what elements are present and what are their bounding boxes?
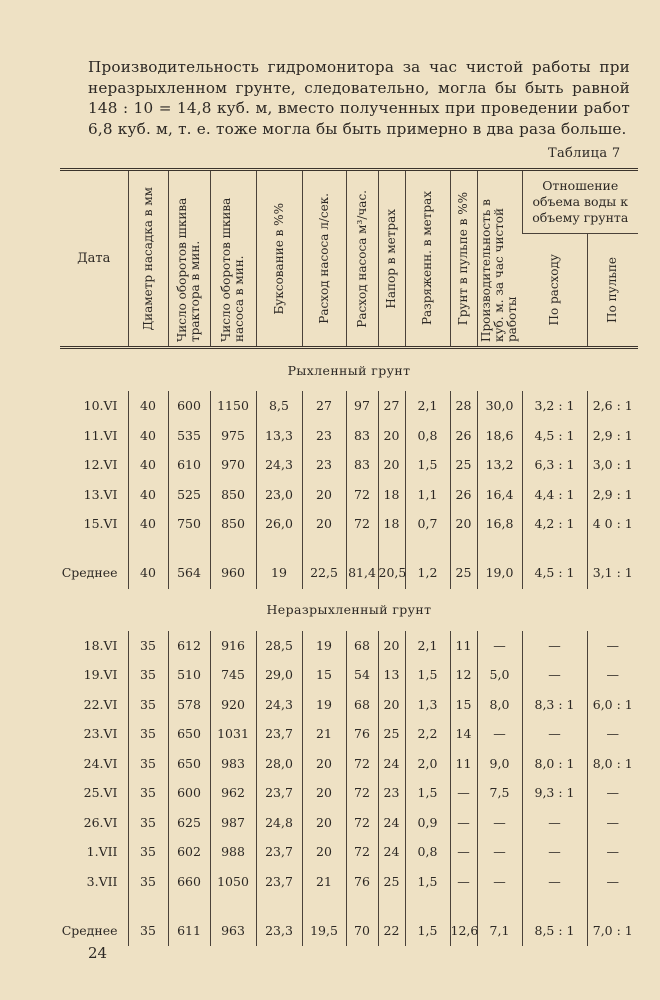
cell: 20 [378, 631, 405, 661]
cell: 611 [168, 914, 210, 946]
table-row [60, 867, 638, 897]
header-slip: Буксование в %% [271, 202, 286, 315]
cell: 20 [302, 837, 346, 867]
cell: 40 [128, 421, 168, 451]
table-row [60, 778, 638, 808]
header-tractor-rpm: Число оборотов шкива трактора в мин. [175, 197, 202, 342]
cell: 23,0 [256, 480, 302, 510]
cell: 660 [168, 867, 210, 897]
cell: 20,5 [378, 557, 405, 589]
cell: 4 0 : 1 [587, 509, 638, 539]
cell: 81,4 [346, 557, 378, 589]
cell: 7,5 [477, 778, 522, 808]
header-by-pulp: По пульпе [605, 257, 620, 323]
header-date: Дата [77, 251, 111, 266]
cell-date: 18.VI [83, 637, 118, 653]
header-cell [522, 234, 587, 348]
cell: — [450, 778, 477, 808]
cell: 30,0 [477, 391, 522, 421]
cell: 72 [346, 837, 378, 867]
cell-date: 25.VI [83, 785, 118, 801]
cell: 15 [450, 690, 477, 720]
cell: 70 [346, 914, 378, 946]
cell: 975 [210, 421, 256, 451]
body-paragraph: Производительность гидромонитора за час чистой работы при неразрыхленном грунте, следовательно, могла бы быть равной 148 : 10 = 14,8 куб. м, вместо полученных при проведении работ 6,8 куб. м, т. е. тоже могла бы быть примерно в два раза больше. [88, 58, 630, 138]
cell: 8,0 : 1 [522, 749, 587, 779]
table-body [60, 348, 638, 947]
cell: — [587, 837, 638, 867]
cell: 24 [378, 837, 405, 867]
cell: 6,0 : 1 [587, 690, 638, 720]
table-row [60, 450, 638, 480]
cell: 68 [346, 631, 378, 661]
cell: 745 [210, 660, 256, 690]
table-row [60, 631, 638, 661]
header-productivity: Производительность в куб. м. за час чистой работы [479, 199, 519, 342]
table-row [60, 391, 638, 421]
cell: 850 [210, 509, 256, 539]
cell-date: Среднее [61, 922, 118, 938]
cell: 23 [302, 421, 346, 451]
cell: 20 [302, 778, 346, 808]
header-soil-pulp: Грунт в пульпе в %% [456, 191, 470, 326]
cell: — [587, 867, 638, 897]
header-ratio-group: Отношение объема воды к объему грунта [522, 170, 638, 234]
cell: 20 [302, 749, 346, 779]
cell-date: 26.VI [83, 814, 118, 830]
cell: — [450, 867, 477, 897]
cell: 28,5 [256, 631, 302, 661]
cell: 987 [210, 808, 256, 838]
cell: 8,0 [477, 690, 522, 720]
cell: 40 [128, 480, 168, 510]
cell: 23 [302, 450, 346, 480]
cell: 9,0 [477, 749, 522, 779]
cell: 18 [378, 509, 405, 539]
cell: 21 [302, 867, 346, 897]
cell: — [587, 719, 638, 749]
cell: 40 [128, 391, 168, 421]
cell: 564 [168, 557, 210, 589]
header-head: Напор в метрах [384, 208, 398, 309]
cell: 0,8 [405, 421, 450, 451]
cell: 3,1 : 1 [587, 557, 638, 589]
cell: 2,0 [405, 749, 450, 779]
cell: — [522, 837, 587, 867]
cell: 1,5 [405, 778, 450, 808]
cell: 13,2 [477, 450, 522, 480]
cell: 15 [302, 660, 346, 690]
cell: 23 [378, 778, 405, 808]
cell: 19,0 [477, 557, 522, 589]
cell: 920 [210, 690, 256, 720]
cell: 24 [378, 749, 405, 779]
cell: 83 [346, 450, 378, 480]
cell: 6,3 : 1 [522, 450, 587, 480]
cell: 83 [346, 421, 378, 451]
cell: 23,3 [256, 914, 302, 946]
table-row [60, 509, 638, 539]
cell: — [477, 631, 522, 661]
cell: 850 [210, 480, 256, 510]
header-cell [346, 170, 378, 348]
cell-date: 13.VI [83, 486, 118, 502]
table-row [60, 719, 638, 749]
cell: 35 [128, 808, 168, 838]
cell: 4,5 : 1 [522, 421, 587, 451]
cell-date: 11.VI [83, 427, 118, 443]
cell: 25 [378, 867, 405, 897]
cell: 2,9 : 1 [587, 480, 638, 510]
header-flow-m3h: Расход насоса м³/час. [354, 189, 369, 328]
cell: 68 [346, 690, 378, 720]
cell: 35 [128, 778, 168, 808]
cell: 20 [302, 480, 346, 510]
cell: — [477, 808, 522, 838]
cell: — [477, 837, 522, 867]
cell: — [587, 660, 638, 690]
cell: 20 [378, 421, 405, 451]
cell: 0,7 [405, 509, 450, 539]
cell: 72 [346, 749, 378, 779]
table-row-average [60, 914, 638, 946]
cell: 916 [210, 631, 256, 661]
cell: 24,8 [256, 808, 302, 838]
cell: 14 [450, 719, 477, 749]
header-vacuum: Разряженн. в метрах [420, 191, 434, 326]
cell-date: Среднее [61, 565, 118, 580]
cell: 23,7 [256, 778, 302, 808]
cell: — [450, 808, 477, 838]
cell: 35 [128, 914, 168, 946]
cell: — [477, 719, 522, 749]
table-row [60, 808, 638, 838]
cell: 2,9 : 1 [587, 421, 638, 451]
cell: 5,0 [477, 660, 522, 690]
cell: 20 [450, 509, 477, 539]
cell: 11 [450, 749, 477, 779]
cell: 19,5 [302, 914, 346, 946]
cell: 20 [378, 690, 405, 720]
cell: 1,5 [405, 660, 450, 690]
cell: 35 [128, 837, 168, 867]
cell: 25 [378, 719, 405, 749]
table-row [60, 421, 638, 451]
cell: 35 [128, 631, 168, 661]
cell: 97 [346, 391, 378, 421]
cell: — [522, 631, 587, 661]
page-number: 24 [88, 944, 108, 962]
cell: 963 [210, 914, 256, 946]
cell: 13 [378, 660, 405, 690]
table-row [60, 749, 638, 779]
cell: 26 [450, 421, 477, 451]
cell: 602 [168, 837, 210, 867]
cell: 76 [346, 867, 378, 897]
cell: 1,3 [405, 690, 450, 720]
cell: 750 [168, 509, 210, 539]
cell: 40 [128, 450, 168, 480]
cell: 72 [346, 509, 378, 539]
cell: 20 [302, 509, 346, 539]
table-row [60, 690, 638, 720]
cell: 16,4 [477, 480, 522, 510]
header-cell [587, 234, 638, 348]
cell: 35 [128, 660, 168, 690]
header-by-flow: По расходу [546, 254, 561, 326]
cell: 21 [302, 719, 346, 749]
cell: 983 [210, 749, 256, 779]
cell: 7,1 [477, 914, 522, 946]
cell: — [587, 778, 638, 808]
table-row-average [60, 557, 638, 589]
cell: — [522, 660, 587, 690]
cell: 29,0 [256, 660, 302, 690]
cell: 24 [378, 808, 405, 838]
cell: — [587, 808, 638, 838]
cell: 1,1 [405, 480, 450, 510]
cell-date: 24.VI [83, 755, 118, 771]
header-cell [405, 170, 450, 348]
cell-date: 19.VI [83, 667, 118, 683]
cell: 4,4 : 1 [522, 480, 587, 510]
cell: 23,7 [256, 867, 302, 897]
cell: 510 [168, 660, 210, 690]
header-nozzle-diameter: Диаметр насадка в мм [140, 186, 155, 331]
cell: 76 [346, 719, 378, 749]
cell: 12 [450, 660, 477, 690]
cell: 2,2 [405, 719, 450, 749]
cell: 18 [378, 480, 405, 510]
cell: — [522, 808, 587, 838]
cell: 40 [128, 557, 168, 589]
header-cell [168, 170, 210, 348]
cell: 8,5 : 1 [522, 914, 587, 946]
cell-date: 22.VI [83, 696, 118, 712]
cell: 19 [256, 557, 302, 589]
cell: 19 [302, 631, 346, 661]
cell: 27 [302, 391, 346, 421]
cell: 9,3 : 1 [522, 778, 587, 808]
cell: 600 [168, 391, 210, 421]
cell: 4,2 : 1 [522, 509, 587, 539]
cell-date: 1.VII [86, 844, 118, 860]
cell: 72 [346, 480, 378, 510]
cell: 22 [378, 914, 405, 946]
cell: — [522, 867, 587, 897]
section-title-loosened: Рыхленный грунт [287, 362, 411, 378]
cell: 35 [128, 719, 168, 749]
cell: 525 [168, 480, 210, 510]
cell: 625 [168, 808, 210, 838]
cell-date: 10.VI [83, 398, 118, 414]
cell-date: 23.VI [83, 726, 118, 742]
cell: 2,1 [405, 631, 450, 661]
cell: 1050 [210, 867, 256, 897]
cell: 7,0 : 1 [587, 914, 638, 946]
cell: 40 [128, 509, 168, 539]
cell: 1,5 [405, 867, 450, 897]
cell: 35 [128, 690, 168, 720]
header-flow-ls: Расход насоса л/сек. [316, 193, 331, 324]
cell: 2,1 [405, 391, 450, 421]
cell: 54 [346, 660, 378, 690]
cell-date: 12.VI [83, 457, 118, 473]
table-caption: Таблица 7 [548, 146, 621, 161]
cell-date: 3.VII [86, 873, 118, 889]
cell: 2,6 : 1 [587, 391, 638, 421]
data-table [60, 168, 638, 946]
header-cell [477, 170, 522, 348]
cell: 23,7 [256, 719, 302, 749]
cell: 23,7 [256, 837, 302, 867]
cell: 13,3 [256, 421, 302, 451]
cell: 24,3 [256, 690, 302, 720]
cell: 24,3 [256, 450, 302, 480]
cell: 28,0 [256, 749, 302, 779]
header-cell [450, 170, 477, 348]
cell: 578 [168, 690, 210, 720]
cell: 1150 [210, 391, 256, 421]
cell: — [477, 867, 522, 897]
section-title-unloosened: Неразрыхленный грунт [266, 602, 432, 617]
cell: 25 [450, 557, 477, 589]
cell: 8,0 : 1 [587, 749, 638, 779]
table-header [60, 170, 638, 348]
cell: 26,0 [256, 509, 302, 539]
cell: 600 [168, 778, 210, 808]
cell: — [587, 631, 638, 661]
cell: 12,6 [450, 914, 477, 946]
cell: 27 [378, 391, 405, 421]
cell: 0,8 [405, 837, 450, 867]
cell: 612 [168, 631, 210, 661]
cell: 20 [378, 450, 405, 480]
cell: 28 [450, 391, 477, 421]
cell: 8,5 [256, 391, 302, 421]
header-cell [210, 170, 256, 348]
cell: 650 [168, 749, 210, 779]
cell: 4,5 : 1 [522, 557, 587, 589]
cell: 610 [168, 450, 210, 480]
cell: 3,2 : 1 [522, 391, 587, 421]
cell: 11 [450, 631, 477, 661]
cell: 25 [450, 450, 477, 480]
header-cell [256, 170, 302, 348]
cell: 960 [210, 557, 256, 589]
cell-date: 15.VI [83, 516, 118, 532]
cell: 35 [128, 867, 168, 897]
cell: 962 [210, 778, 256, 808]
cell: 3,0 : 1 [587, 450, 638, 480]
cell: 970 [210, 450, 256, 480]
cell: 8,3 : 1 [522, 690, 587, 720]
cell: 1,5 [405, 914, 450, 946]
cell: 22,5 [302, 557, 346, 589]
cell: 18,6 [477, 421, 522, 451]
header-pump-rpm: Число оборотов шкива насоса в мин. [219, 197, 246, 342]
header-cell [378, 170, 405, 348]
cell: 0,9 [405, 808, 450, 838]
cell: — [522, 719, 587, 749]
table-row [60, 660, 638, 690]
cell: 26 [450, 480, 477, 510]
table-row [60, 837, 638, 867]
cell: 1,2 [405, 557, 450, 589]
cell: 16,8 [477, 509, 522, 539]
cell: 20 [302, 808, 346, 838]
header-cell [302, 170, 346, 348]
table-row [60, 480, 638, 510]
cell: 535 [168, 421, 210, 451]
cell: 1031 [210, 719, 256, 749]
cell: 1,5 [405, 450, 450, 480]
cell: 72 [346, 808, 378, 838]
cell: 72 [346, 778, 378, 808]
cell: — [450, 837, 477, 867]
cell: 35 [128, 749, 168, 779]
header-cell [128, 170, 168, 348]
cell: 19 [302, 690, 346, 720]
cell: 988 [210, 837, 256, 867]
cell: 650 [168, 719, 210, 749]
